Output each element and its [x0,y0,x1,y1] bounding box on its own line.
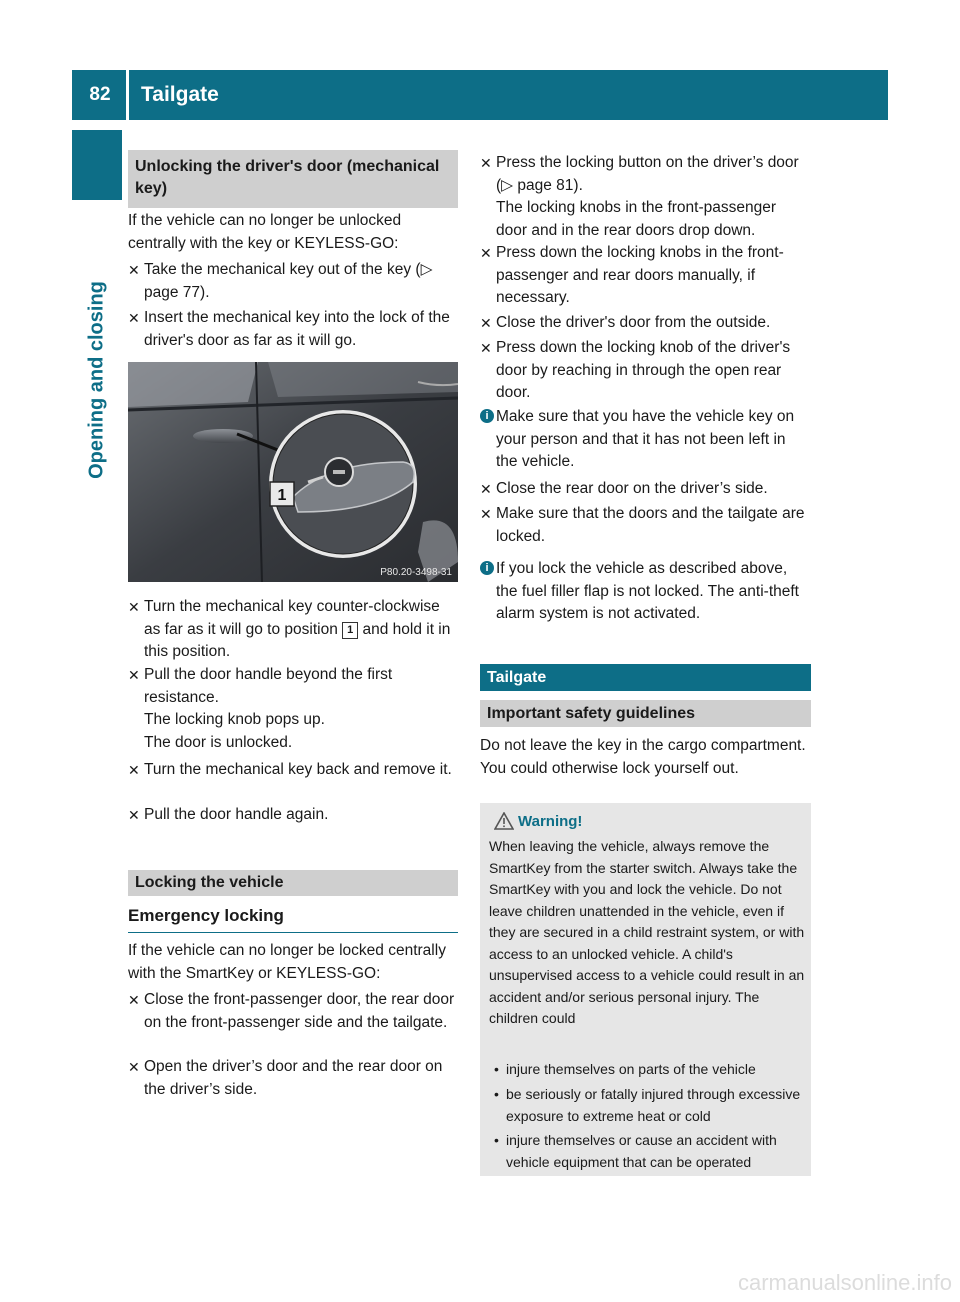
section-heading-text: Tailgate [487,669,547,686]
list-item [128,259,458,304]
section-heading-tailgate [480,664,811,691]
step-arrow-icon: ✕ [480,315,492,331]
list-item-text: Press down the locking knob of the driver's door by reaching in through the open rear door. [496,339,791,401]
list-item [128,1056,458,1101]
list-item-text: Turn the mechanical key counter-clockwise as far as it will go to position [144,598,440,638]
warning-bullet [494,1130,819,1173]
info-note [480,406,811,474]
list-item-text: Close the driver's door from the outside. [496,314,771,331]
subsection-heading-safety [480,700,811,727]
step-arrow-icon: ✕ [480,481,492,497]
list-item-text: Pull the door handle again. [144,806,329,823]
subsection-rule [128,932,458,933]
list-item [128,989,458,1034]
watermark: carmanualsonline.info [737,1270,952,1295]
list-item [128,596,458,664]
step-arrow-icon: ✕ [480,340,492,356]
list-item [480,152,811,242]
warning-title: Warning! [518,813,583,830]
bullet-dot: • [494,1132,499,1148]
section-heading-locking [128,870,458,896]
step-arrow-icon: ✕ [128,762,140,778]
photo-code: P80.20-3498-31 [380,567,452,578]
photo-position-label: 1 [277,487,287,504]
step-arrow-icon: ✕ [480,155,492,171]
step-arrow-icon: ✕ [128,667,140,683]
bullet-dot: • [494,1086,499,1102]
warning-box [480,803,811,1176]
result-text: The locking knob pops up. [144,711,325,728]
door-lock-photo [128,362,458,582]
list-item-text: Make sure that the doors and the tailgate are locked. [496,505,805,545]
bullet-dot: • [494,1061,499,1077]
result-text: The locking knobs in the front-passenger door and in the rear doors drop down. [496,199,777,239]
list-item-text: Close the front-passenger door, the rear door on the front-passenger side and the tailgate. [144,991,455,1031]
subsection-heading: Emergency locking [128,906,284,925]
page-number: 82 [89,84,111,105]
intro-paragraph: If the vehicle can no longer be unlocked centrally with the key or KEYLESS-GO: [128,212,402,252]
warning-triangle-icon [494,812,514,830]
list-item [128,804,458,827]
warning-bullet [494,1059,819,1081]
warning-bullet-text: injure themselves on parts of the vehicle [506,1061,756,1077]
list-item [480,242,811,310]
list-item-text: Turn the mechanical key back and remove it. [144,761,452,778]
list-item [128,307,458,352]
list-item [480,337,811,405]
step-arrow-icon: ✕ [128,992,140,1008]
info-text: Make sure that you have the vehicle key on your person and that it has not been left in the vehicle. [496,408,795,470]
section-heading-unlocking [128,150,458,208]
position-number-box: 1 [342,622,358,639]
list-item-text: Pull the door handle beyond the first resistance. [144,666,393,706]
info-icon: i [480,561,494,575]
section-heading-text: Important safety guidelines [487,705,696,722]
list-item [480,503,811,548]
step-arrow-icon: ✕ [480,506,492,522]
result-text: The door is unlocked. [144,734,293,751]
warning-text: When leaving the vehicle, always remove the SmartKey from the starter switch. Always take the SmartKey with you and lock the vehicle. Do not leave children unattended in the vehicle, even if they are secured in a child restraint system, or with access to an unlocked vehicle. A child's unsupervised access to a vehicle could result in an accident and/or serious personal injury. The children could [489,838,805,1026]
step-arrow-icon: ✕ [128,807,140,823]
section-heading-text: Locking the vehicle [135,874,284,891]
chapter-label-wrap [72,210,122,550]
step-arrow-icon: ✕ [128,262,140,278]
warning-bullet-text: injure themselves or cause an accident with vehicle equipment that can be operated [506,1132,777,1170]
step-arrow-icon: ✕ [128,599,140,615]
info-text: If you lock the vehicle as described above, the fuel filler flap is not locked. The anti-theft alarm system is not activated. [496,560,799,622]
list-item-text: Insert the mechanical key into the lock of the driver's door as far as it will go. [144,309,450,349]
warning-bullet-text: be seriously or fatally injured through excessive exposure to extreme heat or cold [506,1086,801,1124]
list-item [480,312,811,335]
info-note [480,558,811,626]
list-item-text-cont: and hold it in this position. [144,620,451,660]
step-arrow-icon: ✕ [128,1059,140,1075]
info-icon: i [480,409,494,423]
door-lock-illustration [128,362,458,582]
list-item-text: Press the locking button on the driver’s door (▷ page 81). [496,154,799,194]
intro-paragraph: If the vehicle can no longer be locked centrally with the SmartKey or KEYLESS-GO: [128,942,446,982]
list-item-text: Press down the locking knobs in the front-passenger and rear doors manually, if necessary. [496,244,784,306]
chapter-label: Opening and closing [85,281,108,479]
list-item [128,759,458,782]
page-title: Tailgate [141,83,219,106]
step-arrow-icon: ✕ [128,310,140,326]
chapter-tab [72,130,122,200]
section-heading-text: Unlocking the driver's door (mechanical key) [135,158,440,197]
list-item [128,664,458,732]
step-arrow-icon: ✕ [480,245,492,261]
paragraph: Do not leave the key in the cargo compartment. You could otherwise lock yourself out. [480,737,806,777]
header-divider [126,70,129,120]
list-item-text: Take the mechanical key out of the key (▷ page 77). [144,261,433,301]
list-item [480,478,811,501]
warning-bullet [494,1084,819,1127]
list-item-text: Close the rear door on the driver’s side. [496,480,768,497]
list-item-text: Open the driver’s door and the rear door on the driver’s side. [144,1058,443,1098]
